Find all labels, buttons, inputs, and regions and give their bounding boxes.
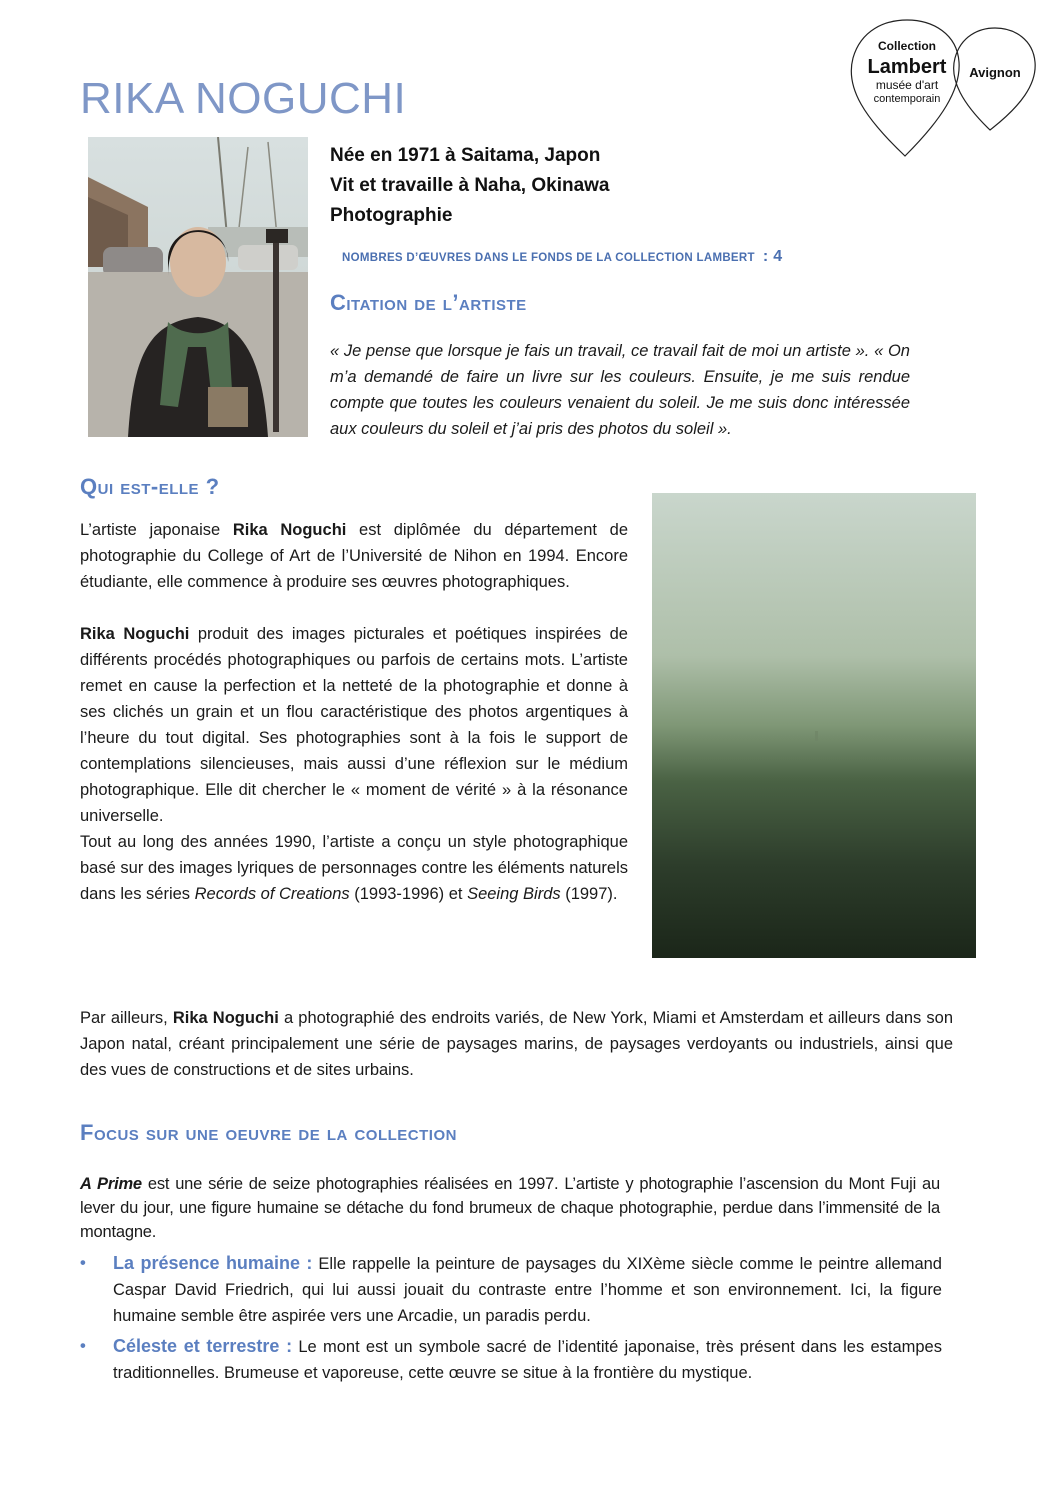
logo-city: Avignon (969, 65, 1021, 80)
logo-line2: Lambert (867, 56, 947, 78)
qui-paragraph-4: Par ailleurs, Rika Noguchi a photographié des endroits variés, de New York, Miami et Amsterdam et ailleurs dans son Japon natal, créant principalement une série de paysages marins, de paysages verdoyants ou industriels, ainsi que des vues de constructions et de sites urbains. (80, 1009, 953, 1079)
residence-info: Vit et travaille à Naha, Okinawa (330, 175, 610, 196)
artist-name: Rika Noguchi (80, 625, 190, 643)
logo-line3: musée d'art (875, 78, 939, 92)
artwork-foggy-landscape-photo (652, 493, 976, 958)
bullet-term: La présence humaine : (113, 1253, 313, 1273)
artist-name: Rika Noguchi (232, 521, 347, 539)
qui-est-elle-body (80, 517, 628, 907)
bullet-icon: • (80, 1337, 86, 1355)
focus-bullet-list (80, 1250, 942, 1390)
focus-intro: A Prime est une série de seize photographies réalisées en 1997. L’artiste y photographie l’ascension du Mont Fuji au lever du jour, une figure humaine se détache du fond brumeux de chaque photographie, perdue dans l’immensité de la montagne. (80, 1175, 940, 1241)
bullet-icon: • (80, 1254, 86, 1272)
list-item: • Céleste et terrestre : Le mont est un symbole sacré de l’identité japonaise, très présent dans les estampes traditionnelles. Brumeuse et vaporeuse, cette œuvre se situe à la frontière du mystique. (80, 1333, 942, 1386)
focus-heading: Focus sur une oeuvre de la collection (80, 1120, 457, 1145)
series-title: Seeing Birds (467, 885, 561, 903)
medium-info: Photographie (330, 205, 453, 226)
page-title: RIKA NOGUCHI (80, 74, 407, 123)
series-title: Records of Creations (194, 885, 350, 903)
works-count (342, 248, 782, 266)
qui-paragraph-2: Rika Noguchi produit des images picturales et poétiques inspirées de différents procédés photographiques ou parfois de certains mots. L’artiste remet en cause la perfection et la netteté de la photographie et donne à ses clichés un grain et un flou caractéristique des photos argentiques à l’heure du tout digital. Ses photographies sont à la fois le support de contemplations silencieuses, mais aussi d’une réflexion sur le médium photographique. Elle dit chercher le « moment de vérité » à la résonance universelle. (80, 625, 628, 825)
artist-portrait-photo (88, 137, 308, 437)
birth-info: Née en 1971 à Saitama, Japon (330, 145, 601, 166)
logo-line4: contemporain (873, 93, 941, 105)
collection-lambert-logo (845, 18, 1040, 163)
artist-name: Rika Noguchi (172, 1009, 279, 1027)
qui-paragraph-3: Tout au long des années 1990, l’artiste a conçu un style photographique basé sur des images lyriques de personnages contre les éléments naturels dans les séries Records of Creations (1993-1996) et Seeing Birds (1997). (80, 833, 628, 903)
qui-est-elle-heading: Qui est-elle ? (80, 474, 220, 499)
work-title: A Prime (80, 1175, 142, 1193)
qui-paragraph-1: L’artiste japonaise Rika Noguchi est diplômée du département de photographie du College of Art de l’Université de Nihon en 1994. Encore étudiante, elle commence à produire ses œuvres photographiques. (80, 521, 628, 591)
bullet-term: Céleste et terrestre : (113, 1336, 293, 1356)
artist-bio (330, 141, 610, 231)
list-item: • La présence humaine : Elle rappelle la peinture de paysages du XIXème siècle comme le peintre allemand Caspar David Friedrich, qui lui aussi jouait du contraste entre l’homme et son environnement. Ici, la figure humaine semble être aspirée vers une Arcadie, un paradis perdu. (80, 1250, 942, 1329)
works-count-label: NOMBRES D’ŒUVRES DANS LE FONDS DE LA COLLECTION LAMBERT (342, 252, 755, 264)
logo-line1: Collection (877, 39, 937, 53)
works-count-value: : 4 (762, 248, 783, 265)
citation-quote: « Je pense que lorsque je fais un travail, ce travail fait de moi un artiste ». « On m’a demandé de faire un livre sur les couleurs. Ensuite, je me suis rendue compte que toutes les couleurs venaient du soleil. Je me suis donc intéressée aux couleurs du soleil et j’ai pris des photos du soleil ». (330, 342, 910, 438)
citation-heading: Citation de l’artiste (330, 290, 527, 315)
